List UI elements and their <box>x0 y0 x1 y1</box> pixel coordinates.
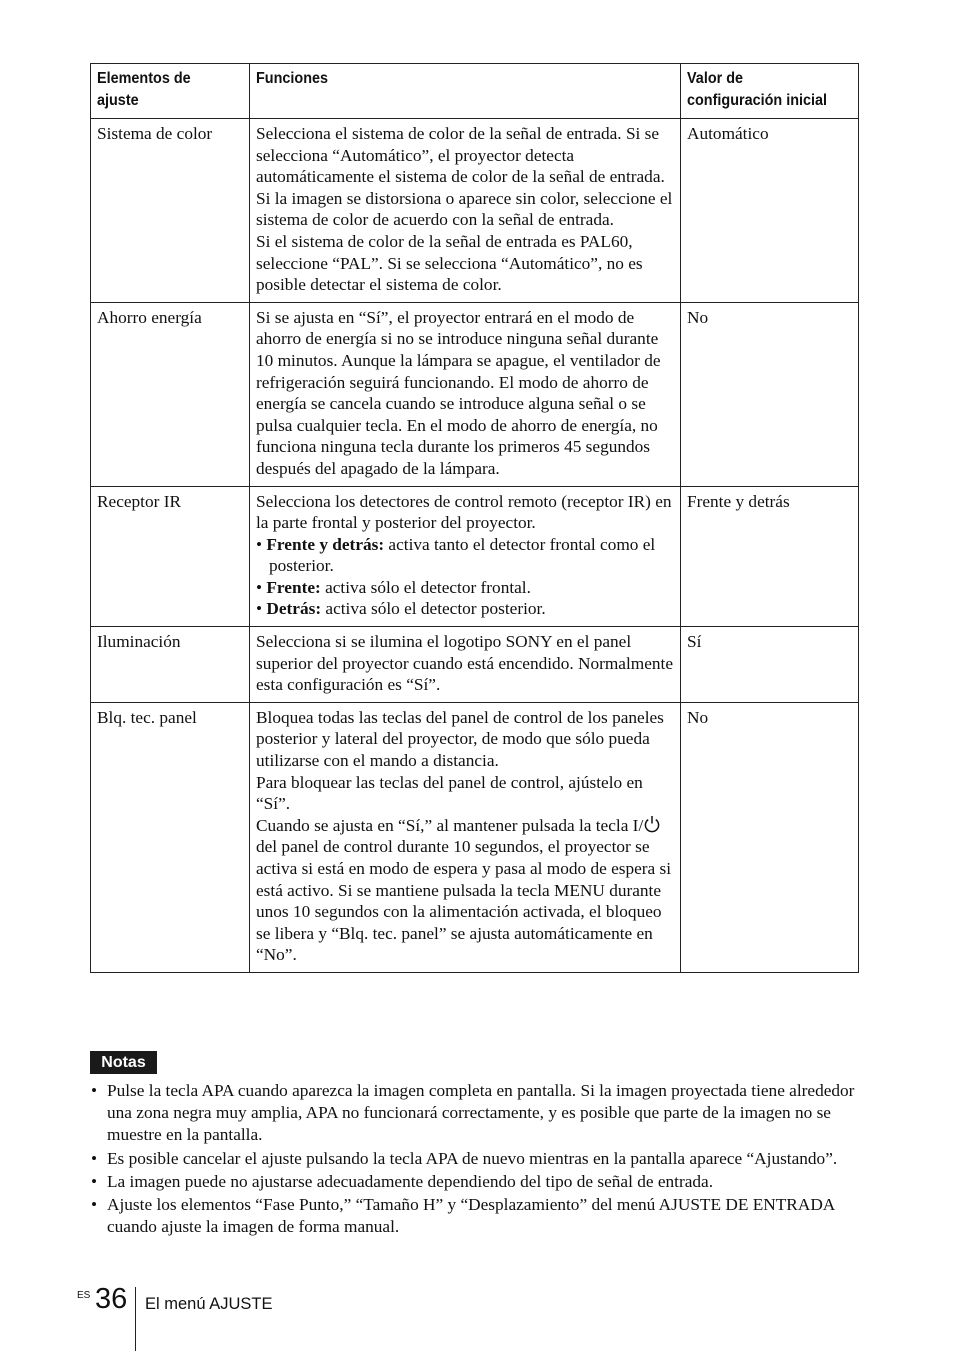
row-item: Sistema de color <box>91 119 250 303</box>
row-default: Automático <box>681 119 859 303</box>
power-icon <box>643 815 661 833</box>
row-default: No <box>681 702 859 972</box>
option-term: Frente: <box>266 577 321 597</box>
note-item: • Pulse la tecla APA cuando aparezca la imagen completa en pantalla. Si la imagen proyectada tiene alrededor una zona negra muy amplia, APA no funcionará correctamente, y es posible que parte de la imagen no se muestre en la pantalla. <box>90 1080 860 1147</box>
function-text: Si el sistema de color de la señal de entrada es PAL60, seleccione “PAL”. Si se selecciona “Automático”, no es posible detectar el sistema de color. <box>256 231 643 295</box>
footer-divider <box>135 1287 136 1351</box>
row-function <box>250 627 681 703</box>
row-default: Sí <box>681 627 859 703</box>
function-text: Selecciona el sistema de color de la señal de entrada. Si se selecciona “Automático”, el proyector detecta automáticamente el sistema de color de la señal de entrada. Si la imagen se distorsiona o aparece sin color, seleccione el sistema de color de acuerdo con la señal de entrada. <box>256 124 673 230</box>
row-item: Iluminación <box>91 627 250 703</box>
function-text: Selecciona si se ilumina el logotipo SONY en el panel superior del proyector cuando está encendido. Normalmente esta configuración es “Sí”. <box>256 632 673 695</box>
row-default: Frente y detrás <box>681 486 859 627</box>
table-row <box>91 627 859 703</box>
row-function <box>250 486 681 627</box>
row-item: Blq. tec. panel <box>91 702 250 972</box>
function-text: Selecciona los detectores de control remoto (receptor IR) en la parte frontal y posterior del proyector. <box>256 491 672 533</box>
option-list <box>256 534 674 620</box>
row-item: Receptor IR <box>91 486 250 627</box>
notes-label: Notas <box>90 1051 157 1074</box>
footer-language: ES <box>77 1290 91 1301</box>
option-desc: activa tanto el detector frontal como el posterior. <box>269 534 656 576</box>
settings-table <box>90 63 859 973</box>
header-items: Elementos de ajuste <box>91 64 250 119</box>
option-item: • Detrás: activa sólo el detector posterior. <box>256 599 546 619</box>
power-text-after: del panel de control durante 10 segundos, el proyector se activa si está en modo de espera y pasa al modo de espera si está activo. Si se mantiene pulsada la tecla MENU durante unos 10 segundos con la alimentación activada, el bloqueo se libera y “Blq. tec. panel” se ajusta automáticamente en “No”. <box>256 837 672 965</box>
table-row <box>91 702 859 972</box>
function-text: Si se ajusta en “Sí”, el proyector entrará en el modo de ahorro de energía si no se introduce ninguna señal durante 10 minutos. Aunque la lámpara se apague, el ventilador de refrigeración seguirá funcionando. El modo de ahorro de energía se cancela cuando se introduce alguna señal o se pulsa cualquier tecla. En el modo de ahorro de energía, no funciona ninguna tecla durante los primeros 45 segundos después del apagado de la lámpara. <box>256 307 661 478</box>
function-text <box>256 815 674 966</box>
note-item: • Es posible cancelar el ajuste pulsando la tecla APA de nuevo mientras en la pantalla aparece “Ajustando”. <box>90 1148 860 1170</box>
row-function <box>250 702 681 972</box>
option-term: Frente y detrás: <box>266 534 385 554</box>
row-function <box>250 302 681 486</box>
option-item: • Frente: activa sólo el detector frontal. <box>256 577 531 597</box>
header-functions: Funciones <box>250 64 681 119</box>
note-item: • La imagen puede no ajustarse adecuadamente dependiendo del tipo de señal de entrada. <box>90 1171 860 1193</box>
page-number: 36 <box>95 1283 128 1315</box>
table-header-row <box>91 64 859 119</box>
header-default: Valor de configuración inicial <box>681 64 859 119</box>
footer-section-title: El menú AJUSTE <box>145 1295 273 1313</box>
table-row <box>91 302 859 486</box>
power-text-before: Cuando se ajusta en “Sí,” al mantener pulsada la tecla I/ <box>256 815 644 835</box>
option-desc: activa sólo el detector posterior. <box>321 599 546 619</box>
option-term: Detrás: <box>266 599 322 619</box>
function-text: Para bloquear las teclas del panel de control, ajústelo en “Sí”. <box>256 772 643 814</box>
table-row <box>91 119 859 303</box>
row-function <box>250 119 681 303</box>
option-item: • Frente y detrás: activa tanto el detector frontal como el posterior. <box>256 534 656 576</box>
function-text: Bloquea todas las teclas del panel de control de los paneles posterior y lateral del proyector, de modo que sólo pueda utilizarse con el mando a distancia. <box>256 707 664 771</box>
option-desc: activa sólo el detector frontal. <box>320 577 531 597</box>
row-item: Ahorro energía <box>91 302 250 486</box>
row-default: No <box>681 302 859 486</box>
notes-list <box>90 1080 860 1239</box>
note-item: • Ajuste los elementos “Fase Punto,” “Tamaño H” y “Desplazamiento” del menú AJUSTE DE ENTRADA cuando ajuste la imagen de forma manual. <box>90 1194 860 1238</box>
table-row <box>91 486 859 627</box>
